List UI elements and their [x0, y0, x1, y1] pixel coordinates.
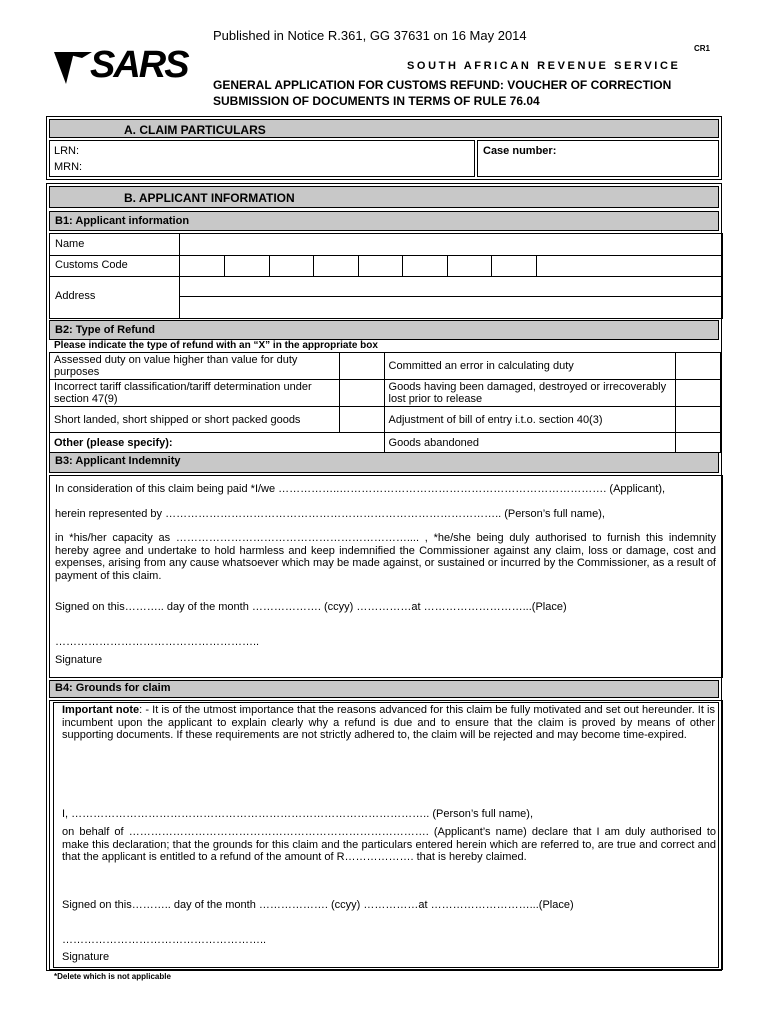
b1-table — [49, 233, 723, 319]
refund-option: Committed an error in calculating duty — [384, 353, 676, 380]
refund-option: Adjustment of bill of entry i.t.o. section 40(3) — [384, 407, 676, 433]
b4-note-text: : - It is of the utmost importance that the reasons advanced for this claim be fully motivated and set out hereunder. It is incumbent upon the applicant to explain clearly why a refund is due and to ensure that the claim is proved by means of other supporting documents. If these requirements are not strictly adhered to, the claim will be rejected and may become time-expired. — [62, 704, 715, 741]
b3-header — [49, 452, 719, 473]
refund-type-table — [49, 352, 721, 453]
form-title-line2: SUBMISSION OF DOCUMENTS IN TERMS OF RULE 76.04 — [213, 94, 540, 108]
b4-signature-label: Signature — [62, 951, 110, 963]
b3-signed-line[interactable]: Signed on this……….. day of the month ………………. (ccyy) ……………at ………………………...(Place) — [55, 601, 567, 613]
refund-option: Assessed duty on value higher than value for duty purposes — [50, 353, 340, 380]
b4-signed-line[interactable]: Signed on this……….. day of the month ………………. (ccyy) ……………at ………………………...(Place) — [62, 899, 574, 911]
b3-representative-line[interactable]: herein represented by ……………………………………………………………………………….. (Person’s full name), — [55, 508, 605, 520]
b4-signature-line[interactable]: ……………………………………………….. — [62, 934, 267, 946]
sars-logo-text: SARS — [90, 44, 188, 86]
refund-checkbox[interactable] — [339, 353, 384, 380]
b3-indemnity-paragraph: in *his/her capacity as ……………………………………………………….... , *he/she being duly authorised to furnish this indemnity hereby agree and undertake to hold harmless and keep indemnified the Commissioner against any claim, loss or damage, cost and expenses, arising from any cause whatsoever which may be made against, or sustained or incurred by the Commissioner, as a result of payment of this claim. — [55, 532, 716, 582]
refund-other-label[interactable]: Other (please specify): — [50, 433, 385, 453]
b3-signature-line[interactable]: ……………………………………………….. — [55, 636, 260, 648]
section-b-title: B. APPLICANT INFORMATION — [124, 191, 295, 205]
b4-title: B4: Grounds for claim — [55, 682, 171, 694]
refund-row — [50, 407, 721, 433]
sars-logo — [52, 46, 202, 88]
publication-notice: Published in Notice R.361, GG 37631 on 16 May 2014 — [213, 28, 527, 43]
refund-checkbox[interactable] — [676, 380, 721, 407]
b4-header — [49, 680, 719, 698]
b4-body — [49, 700, 723, 970]
b1-header — [49, 211, 719, 231]
name-input[interactable] — [181, 235, 721, 254]
refund-checkbox[interactable] — [676, 433, 721, 453]
b4-declaration-paragraph: on behalf of ………………………………………………………………………. (Applicant’s name) declare that I am duly authorised to make this declaration; that the grounds for this claim and the particulars entered herein which are referred to, are true and correct and that the applicant is entitled to a refund of the amount of R………………. that is hereby claimed. — [62, 826, 716, 863]
case-number-field[interactable] — [477, 140, 719, 177]
address-label: Address — [55, 290, 96, 302]
refund-checkbox[interactable] — [339, 380, 384, 407]
form-code: CR1 — [694, 44, 711, 53]
b2-header — [49, 320, 719, 340]
form-title-line1: GENERAL APPLICATION FOR CUSTOMS REFUND: VOUCHER OF CORRECTION — [213, 78, 672, 92]
refund-checkbox[interactable] — [676, 407, 721, 433]
refund-row — [50, 380, 721, 407]
customs-code-label: Customs Code — [55, 259, 128, 271]
b1-title: B1: Applicant information — [55, 215, 190, 227]
b4-note-label: Important note — [62, 704, 140, 716]
case-number-label: Case number: — [483, 145, 557, 157]
b4-person-line[interactable]: I, …………………………………………………………………………………….. (Person’s full name), — [62, 808, 534, 820]
refund-row — [50, 433, 721, 453]
refund-checkbox[interactable] — [339, 407, 384, 433]
name-label: Name — [55, 238, 85, 250]
footer-note: *Delete which is not applicable — [54, 972, 171, 981]
refund-row — [50, 353, 721, 380]
b3-signature-label: Signature — [55, 654, 103, 666]
section-b-header — [49, 186, 719, 208]
customs-code-input[interactable] — [181, 256, 581, 276]
lrn-label: LRN: — [54, 145, 80, 157]
refund-option: Incorrect tariff classification/tariff determination under section 47(9) — [50, 380, 340, 407]
b2-instruction: Please indicate the type of refund with an “X” in the appropriate box — [54, 340, 378, 351]
refund-checkbox[interactable] — [676, 353, 721, 380]
b2-title: B2: Type of Refund — [55, 324, 156, 336]
mrn-label: MRN: — [54, 161, 83, 173]
b3-title: B3: Applicant Indemnity — [55, 455, 181, 467]
refund-option: Goods having been damaged, destroyed or irrecoverably lost prior to release — [384, 380, 676, 407]
lrn-mrn-field[interactable] — [49, 140, 475, 177]
b3-body — [49, 475, 723, 678]
b3-applicant-line[interactable]: In consideration of this claim being paid *I/we ……………..………………………………………………………………. (Applicant), — [55, 483, 666, 495]
section-a-header — [49, 119, 719, 138]
agency-name: SOUTH AFRICAN REVENUE SERVICE — [407, 60, 681, 72]
refund-option: Short landed, short shipped or short packed goods — [50, 407, 340, 433]
section-a-title: A. CLAIM PARTICULARS — [124, 123, 266, 137]
address-input[interactable] — [181, 277, 721, 318]
refund-option: Goods abandoned — [384, 433, 676, 453]
